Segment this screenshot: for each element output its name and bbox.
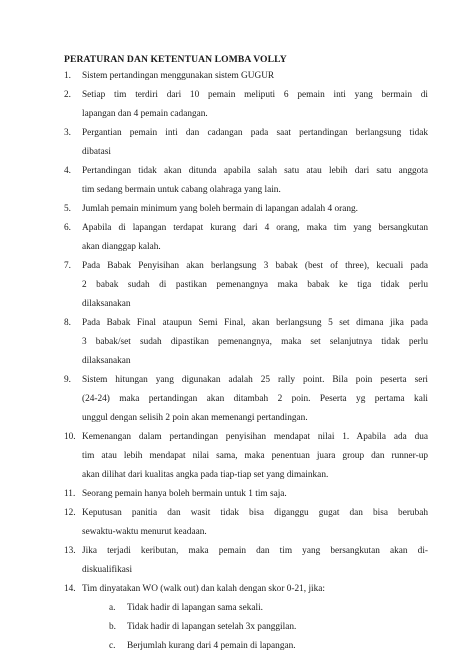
rule-item xyxy=(64,428,428,485)
rule-text xyxy=(82,314,428,371)
rules-list xyxy=(64,67,428,656)
document-title: PERATURAN DAN KETENTUAN LOMBA VOLLY xyxy=(64,54,287,65)
rule-text-line: diskualifikasi xyxy=(82,565,133,575)
rule-text xyxy=(82,124,428,162)
rule-text-line: Setiap tim terdiri dari 10 pemain meliputi 6 pemain inti yang bermain di xyxy=(82,90,428,100)
rule-text xyxy=(82,200,428,219)
rule-text-line: (24-24) maka pertandingan akan ditambah 2 poin. Peserta yg pertama kali xyxy=(82,394,428,404)
rule-number: 9. xyxy=(64,375,71,385)
rule-number: 8. xyxy=(64,318,71,328)
subitem-text: Berjumlah kurang dari 4 pemain di lapangan. xyxy=(127,641,296,651)
rule-text-line: Keputusan panitia dan wasit tidak bisa diganggu gugat dan bisa berubah xyxy=(82,508,428,518)
rule-text-line: Tim dinyatakan WO (walk out) dan kalah dengan skor 0-21, jika: xyxy=(82,584,325,594)
rule-item xyxy=(64,86,428,124)
rule-item xyxy=(64,162,428,200)
rule-item xyxy=(64,504,428,542)
subitem-letter: a. xyxy=(109,603,116,613)
subitem-text: Tidak hadir di lapangan sama sekali. xyxy=(127,603,263,613)
rule-number: 4. xyxy=(64,166,71,176)
rule-text-line: tim atau lebih mendapat nilai sama, maka penentuan juara group dan runner-up xyxy=(82,451,428,461)
rule-text-line: Sistem pertandingan menggunakan sistem GUGUR xyxy=(82,71,275,81)
rule-subitem xyxy=(109,618,428,637)
rule-text xyxy=(82,542,428,580)
rule-text-line: dilaksanakan xyxy=(82,299,131,309)
rule-item xyxy=(64,257,428,314)
subitem-letter: c. xyxy=(109,641,116,651)
rule-number: 14. xyxy=(64,584,76,594)
rule-text-line: lapangan dan 4 pemain cadangan. xyxy=(82,109,208,119)
rule-text-line: sewaktu-waktu menurut keadaan. xyxy=(82,527,207,537)
rule-number: 7. xyxy=(64,261,71,271)
rule-text xyxy=(82,428,428,485)
rule-number: 12. xyxy=(64,508,76,518)
rule-item xyxy=(64,580,428,656)
rule-text xyxy=(82,371,428,428)
rule-text-line: Jika terjadi keributan, maka pemain dan tim yang bersangkutan akan di- xyxy=(82,546,428,556)
rule-text xyxy=(82,86,428,124)
rule-text-line: 2 babak sudah di pastikan pemenangnya maka babak ke tiga tidak perlu xyxy=(82,280,428,290)
rule-text-line: akan dianggap kalah. xyxy=(82,242,161,252)
rule-number: 5. xyxy=(64,204,71,214)
rule-subitem xyxy=(109,599,428,618)
rule-item xyxy=(64,542,428,580)
rule-number: 6. xyxy=(64,223,71,233)
rule-text xyxy=(82,219,428,257)
rule-item xyxy=(64,219,428,257)
rule-number: 1. xyxy=(64,71,71,81)
rule-item xyxy=(64,67,428,86)
rule-item xyxy=(64,314,428,371)
rule-text-line: Pertandingan tidak akan ditunda apabila salah satu atau lebih dari satu anggota xyxy=(82,166,428,176)
rule-item xyxy=(64,485,428,504)
rule-text-line: unggul dengan selisih 2 poin akan memenangi pertandingan. xyxy=(82,413,308,423)
rule-text-line: dibatasi xyxy=(82,147,111,157)
rule-item xyxy=(64,200,428,219)
rule-text xyxy=(82,485,428,504)
rule-text xyxy=(82,67,428,86)
rule-text-line: dilaksanakan xyxy=(82,356,131,366)
rule-text-line: akan dilihat dari kualitas angka pada tiap-tiap set yang dimainkan. xyxy=(82,470,329,480)
subitem-letter: b. xyxy=(109,622,116,632)
rule-text-line: Pada Babak Penyisihan akan berlangsung 3 babak (best of three), kecuali pada xyxy=(82,261,428,271)
rule-text xyxy=(82,162,428,200)
rule-text-line: Kemenangan dalam pertandingan penyisihan mendapat nilai 1. Apabila ada dua xyxy=(82,432,428,442)
rule-text-line: Seorang pemain hanya boleh bermain untuk 1 tim saja. xyxy=(82,489,287,499)
rule-item xyxy=(64,124,428,162)
rule-number: 13. xyxy=(64,546,76,556)
rule-number: 10. xyxy=(64,432,76,442)
rule-number: 11. xyxy=(64,489,76,499)
rule-text-line: tim sedang bermain untuk cabang olahraga yang lain. xyxy=(82,185,281,195)
rule-text xyxy=(82,580,428,656)
rule-text xyxy=(82,504,428,542)
rule-number: 3. xyxy=(64,128,71,138)
rule-text-line: Pergantian pemain inti dan cadangan pada saat pertandingan berlangsung tidak xyxy=(82,128,428,138)
rule-item xyxy=(64,371,428,428)
rule-number: 2. xyxy=(64,90,71,100)
rule-text-line: Apabila di lapangan terdapat kurang dari 4 orang, maka tim yang bersangkutan xyxy=(82,223,428,233)
rule-text-line: Sistem hitungan yang digunakan adalah 25 rally point. Bila poin peserta seri xyxy=(82,375,428,385)
rule-text-line: Jumlah pemain minimum yang boleh bermain di lapangan adalah 4 orang. xyxy=(82,204,358,214)
rule-text xyxy=(82,257,428,314)
rule-text-line: Pada Babak Final ataupun Semi Final, akan berlangsung 5 set dimana jika pada xyxy=(82,318,428,328)
rule-subitem xyxy=(109,637,428,656)
rule-text-line: 3 babak/set sudah dipastikan pemenangnya, maka set selanjutnya tidak perlu xyxy=(82,337,428,347)
subitem-text: Tidak hadir di lapangan setelah 3x panggilan. xyxy=(127,622,297,632)
